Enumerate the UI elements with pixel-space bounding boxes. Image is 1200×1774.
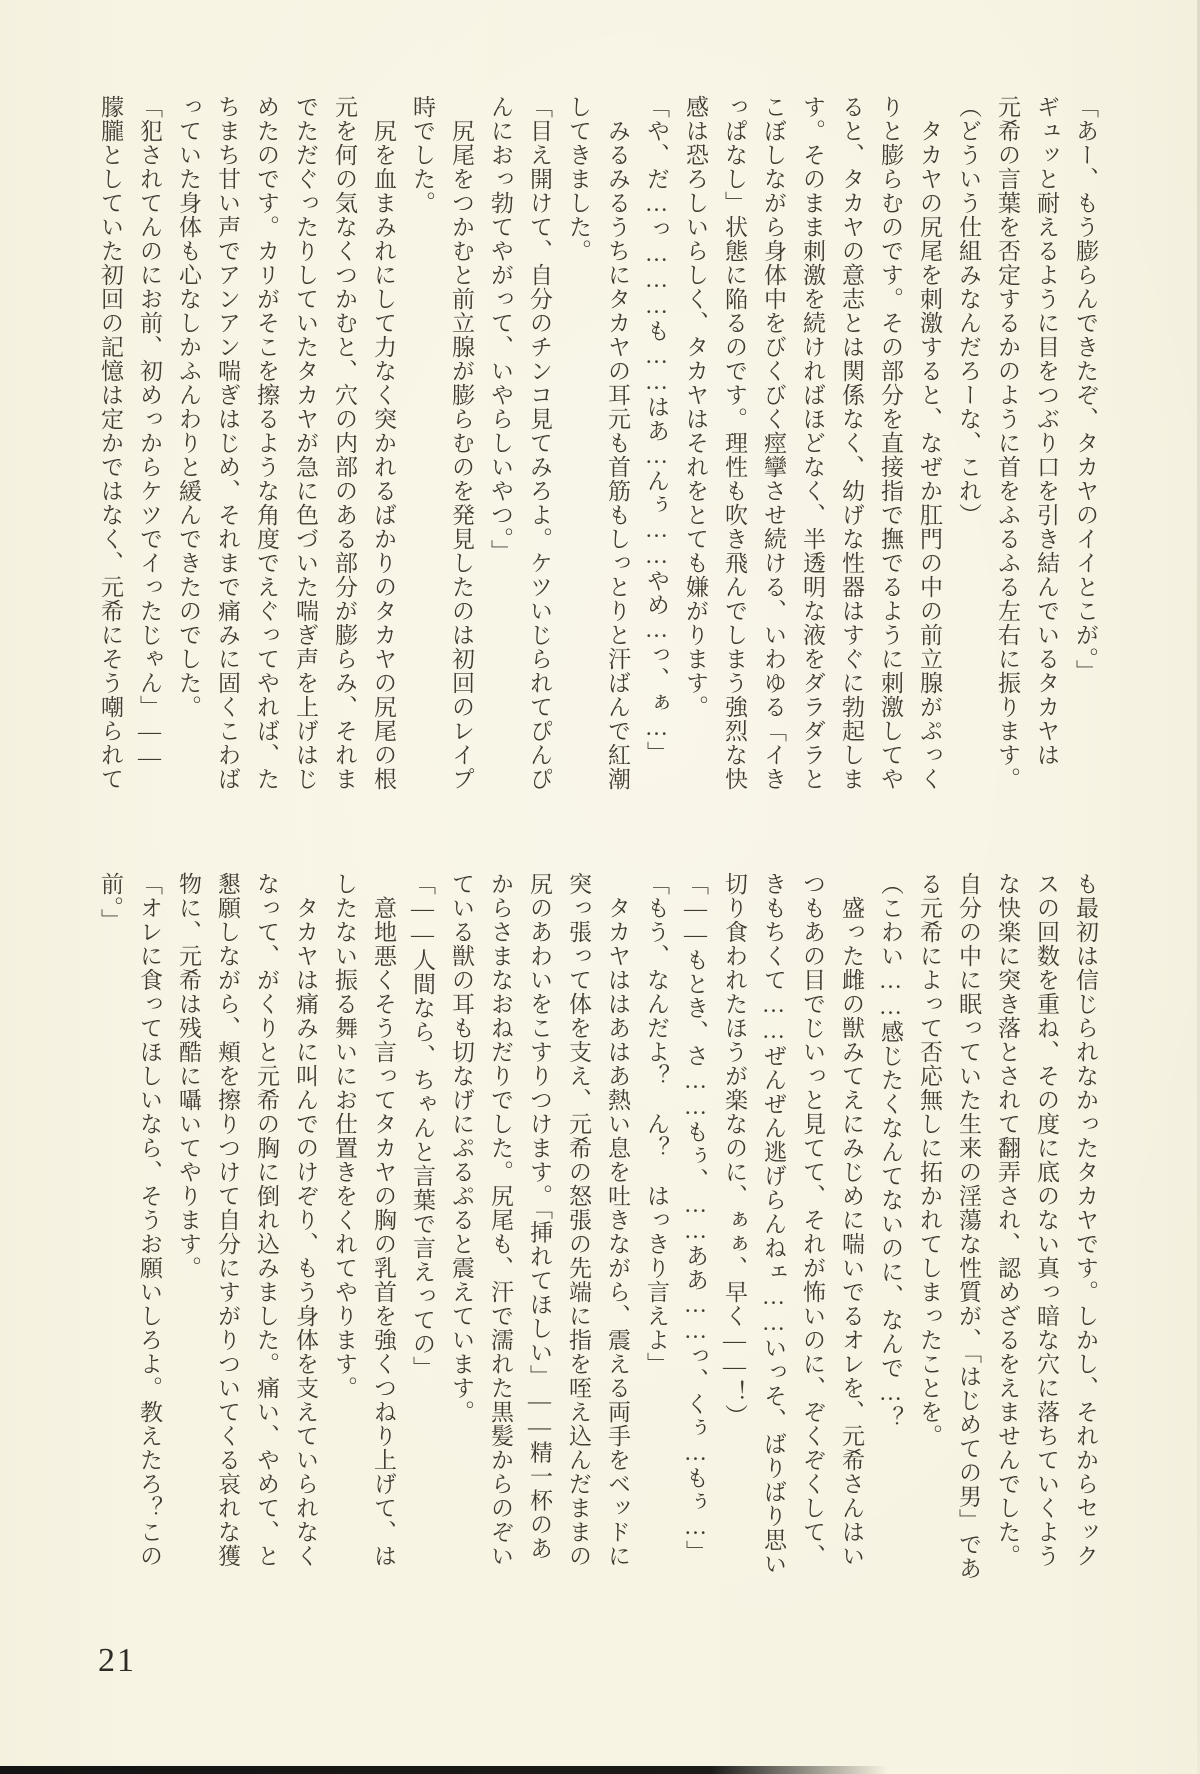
text-column: 意地悪くそう言ってタカヤの胸の乳首を強くつねり上げて、は bbox=[371, 872, 396, 1568]
text-column: 感は恐ろしいらしく、タカヤはそれをとても嫌がります。 bbox=[683, 95, 708, 719]
text-column: 元希の言葉を否定するかのように首をふるふる左右に振ります。 bbox=[995, 95, 1020, 791]
text-column: 「あー、もう膨らんできたぞ、タカヤのイイとこが。」 bbox=[1073, 95, 1098, 684]
text-column: きもちくて……ぜんぜん逃げらんねェ……いっそ、ばりばり思い bbox=[761, 872, 786, 1576]
text-column: んにおっ勃てやがって、いやらしいやつ。」 bbox=[488, 95, 513, 564]
text-column: 突っ張って体を支え、元希の怒張の先端に指を咥え込んだままの bbox=[566, 872, 591, 1568]
text-column: からさまなおねだりでした。尻尾も、汗で濡れた黒髪からのぞい bbox=[488, 872, 513, 1568]
text-column: みるみるうちにタカヤの耳元も首筋もしっとりと汗ばんで紅潮 bbox=[605, 95, 630, 791]
text-column: めたのです。カリがそこを擦るような角度でえぐってやれば、た bbox=[254, 95, 279, 791]
text-column: 切り食われたほうが楽なのに、ぁぁ、早く――！） bbox=[722, 872, 747, 1428]
text-column: スの回数を重ね、その度に底のない真っ暗な穴に落ちていくよう bbox=[1034, 872, 1059, 1568]
text-column: 元を何の気なくつかむと、穴の内部のある部分が膨らみ、それま bbox=[332, 95, 357, 791]
text-column: 尻を血まみれにして力なく突かれるばかりのタカヤの尻尾の根 bbox=[371, 95, 396, 791]
text-column: 時でした。 bbox=[410, 95, 435, 215]
text-column: 「――人間なら、ちゃんと言葉で言えっての」 bbox=[410, 872, 435, 1380]
text-column: ている獣の耳も切なげにぷるぷると震えています。 bbox=[449, 872, 474, 1424]
text-column: 「目え開けて、自分のチンコ見てみろよ。ケツいじられてぴんぴ bbox=[527, 95, 552, 791]
text-column: でただぐったりしていたタカヤが急に色づいた喘ぎ声を上げはじ bbox=[293, 95, 318, 791]
page-number: 21 bbox=[98, 1642, 136, 1679]
text-column: ギュッと耐えるように目をつぶり口を引き結んでいるタカヤは bbox=[1034, 95, 1059, 767]
text-column: こぼしながら身体中をびくびく痙攣させ続ける、いわゆる「イき bbox=[761, 95, 786, 791]
text-column: してきました。 bbox=[566, 95, 591, 263]
text-column: す。そのまま刺激を続ければほどなく、半透明な液をダラダラと bbox=[800, 95, 825, 791]
text-column: 「――もとき、さ……もぅ、……ああ……っ、くぅ…もぅ…」 bbox=[683, 872, 708, 1564]
text-column: （どういう仕組みなんだろーな、これ） bbox=[956, 95, 981, 527]
text-column: ちまち甘い声でアンアン喘ぎはじめ、それまで痛みに固くこわば bbox=[215, 95, 240, 791]
text-column: りと膨らむのです。その部分を直接指で撫でるように刺激してや bbox=[878, 95, 903, 791]
text-column: 「もう、なんだよ？ ん？ はっきり言えよ」 bbox=[644, 872, 669, 1376]
text-column: も最初は信じられなかったタカヤです。しかし、それからセック bbox=[1073, 872, 1098, 1568]
text-column: 盛った雌の獣みてえにみじめに喘いでるオレを、元希さんはい bbox=[839, 872, 864, 1568]
text-column: 朦朧としていた初回の記憶は定かではなく、元希にそう嘲られて bbox=[98, 95, 123, 791]
text-column: ると、タカヤの意志とは関係なく、幼げな性器はすぐに勃起しま bbox=[839, 95, 864, 791]
text-column: な快楽に突き落とされて翻弄され、認めざるをえませんでした。 bbox=[995, 872, 1020, 1568]
text-column: 「オレに食ってほしいなら、そうお願いしろよ。教えたろ？この bbox=[137, 872, 162, 1568]
text-column: 前。」 bbox=[98, 872, 123, 933]
text-column: 「や、だ…っ………も……はあ…んぅ……やめ…っ、ぁ…」 bbox=[644, 95, 669, 765]
text-column: 懇願しながら、頬を擦りつけて自分にすがりついてくる哀れな獲 bbox=[215, 872, 240, 1568]
text-column: タカヤははあはあ熱い息を吐きながら、震える両手をベッドに bbox=[605, 872, 630, 1568]
text-column: っぱなし」状態に陥るのです。理性も吹き飛んでしまう強烈な快 bbox=[722, 95, 747, 791]
page-bottom-edge-shadow bbox=[0, 1766, 888, 1774]
text-column: タカヤは痛みに叫んでのけぞり、もう身体を支えていられなく bbox=[293, 872, 318, 1568]
text-column: なって、がくりと元希の胸に倒れ込みました。痛い、やめて、と bbox=[254, 872, 279, 1568]
text-column: 尻尾をつかむと前立腺が膨らむのを発見したのは初回のレイプ bbox=[449, 95, 474, 791]
text-column: したない振る舞いにお仕置きをくれてやります。 bbox=[332, 872, 357, 1400]
text-column: る元希によって否応無しに拓かれてしまったことを。 bbox=[917, 872, 942, 1448]
text-column: 「犯されてんのにお前、初めっからケツでイったじゃん」―― bbox=[137, 95, 162, 771]
text-column: タカヤの尻尾を刺激すると、なぜか肛門の中の前立腺がぷっく bbox=[917, 95, 942, 791]
text-column: 尻のあわいをこすりつけます。「挿れてほしい」――精一杯のあ bbox=[527, 872, 552, 1561]
text-column: っていた身体も心なしかふんわりと緩んできたのでした。 bbox=[176, 95, 201, 719]
text-column: 物に、元希は残酷に囁いてやります。 bbox=[176, 872, 201, 1280]
text-column: （こわい……感じたくなんてないのに、なんで…？ bbox=[878, 872, 903, 1430]
text-column: 自分の中に眠っていた生来の淫蕩な性質が、「はじめての男」であ bbox=[956, 872, 981, 1581]
text-column: つもあの目でじいっと見てて、それが怖いのに、ぞくぞくして、 bbox=[800, 872, 825, 1568]
bottom-text-block bbox=[91, 872, 1105, 1598]
top-text-block bbox=[91, 95, 1105, 821]
